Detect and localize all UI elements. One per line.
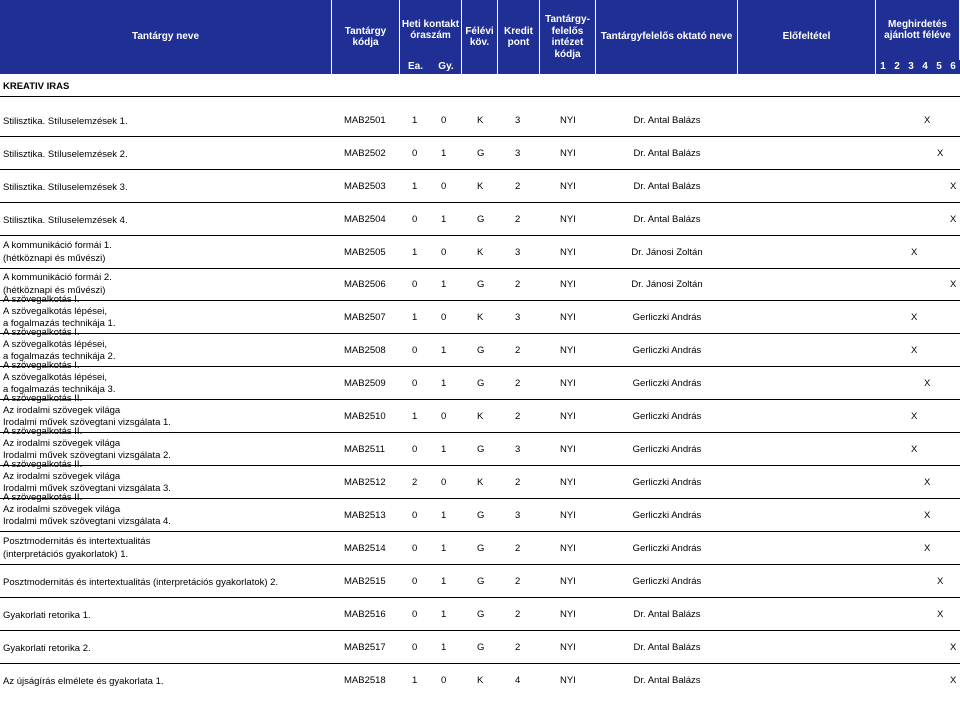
course-ea: 0	[412, 149, 418, 159]
course-code: MAB2516	[344, 610, 386, 620]
header-hours: Heti kontakt óraszám	[400, 0, 462, 60]
course-gy: 1	[441, 610, 447, 620]
course-ea: 1	[412, 412, 418, 422]
course-teacher: Gerliczki András	[632, 544, 702, 554]
course-credit: 2	[515, 182, 521, 192]
course-inst: NYI	[560, 445, 576, 455]
header-prereq: Előfeltétel	[738, 0, 876, 74]
course-semester-mark: X	[950, 676, 957, 686]
course-gy: 1	[441, 643, 447, 653]
header-sem-3: 3	[904, 60, 918, 74]
course-gy: 0	[441, 478, 447, 488]
row-divider	[0, 136, 960, 137]
course-semester-mark: X	[911, 445, 918, 455]
course-inst: NYI	[560, 313, 576, 323]
course-gy: 0	[441, 116, 447, 126]
course-name: A szövegalkotás II. Az irodalmi szövegek világa Irodalmi művek szövegtani vizsgálata 3.	[3, 459, 171, 494]
course-code: MAB2510	[344, 412, 386, 422]
course-name: A szövegalkotás I. A szövegalkotás lépései, a fogalmazás technikája 2.	[3, 327, 116, 362]
course-inst: NYI	[560, 182, 576, 192]
course-eval: G	[477, 149, 485, 159]
course-name: A szövegalkotás II. Az irodalmi szövegek világa Irodalmi művek szövegtani vizsgálata 4.	[3, 492, 171, 527]
section-title: KREATÍV ÍRÁS	[3, 82, 70, 92]
course-code: MAB2512	[344, 478, 386, 488]
course-name: Stilisztika. Stíluselemzések 4.	[3, 215, 128, 226]
course-ea: 0	[412, 577, 418, 587]
course-eval: G	[477, 379, 485, 389]
course-gy: 0	[441, 313, 447, 323]
course-teacher: Dr. Antal Balázs	[633, 643, 701, 653]
course-ea: 1	[412, 248, 418, 258]
course-inst: NYI	[560, 149, 576, 159]
course-code: MAB2503	[344, 182, 386, 192]
course-credit: 2	[515, 610, 521, 620]
course-eval: G	[477, 577, 485, 587]
course-teacher: Gerliczki András	[632, 346, 702, 356]
header-sem-2: 2	[890, 60, 904, 74]
course-ea: 0	[412, 544, 418, 554]
course-inst: NYI	[560, 478, 576, 488]
course-semester-mark: X	[950, 643, 957, 653]
course-credit: 3	[515, 445, 521, 455]
row-divider	[0, 597, 960, 598]
course-name: Gyakorlati retorika 1.	[3, 610, 91, 621]
course-code: MAB2506	[344, 280, 386, 290]
course-credit: 2	[515, 379, 521, 389]
course-eval: G	[477, 544, 485, 554]
course-name: Stilisztika. Stíluselemzések 2.	[3, 149, 128, 160]
course-name: A szövegalkotás II. Az irodalmi szövegek világa Irodalmi művek szövegtani vizsgálata 1.	[3, 393, 171, 428]
course-ea: 0	[412, 511, 418, 521]
header-eval: Félévi köv.	[462, 0, 498, 74]
course-teacher: Dr. Antal Balázs	[633, 676, 701, 686]
course-code: MAB2511	[344, 445, 386, 455]
course-gy: 0	[441, 248, 447, 258]
course-semester-mark: X	[924, 116, 931, 126]
course-teacher: Dr. Antal Balázs	[633, 116, 701, 126]
course-code: MAB2517	[344, 643, 386, 653]
course-eval: K	[477, 182, 484, 192]
course-gy: 1	[441, 445, 447, 455]
course-inst: NYI	[560, 544, 576, 554]
course-teacher: Dr. Jánosi Zoltán	[631, 280, 703, 290]
row-divider	[0, 202, 960, 203]
course-inst: NYI	[560, 116, 576, 126]
course-eval: G	[477, 280, 485, 290]
course-semester-mark: X	[937, 577, 944, 587]
row-divider	[0, 630, 960, 631]
course-teacher: Gerliczki András	[632, 511, 702, 521]
header-hours-gy: Gy.	[431, 60, 462, 74]
course-inst: NYI	[560, 280, 576, 290]
course-code: MAB2507	[344, 313, 386, 323]
course-eval: G	[477, 215, 485, 225]
course-code: MAB2515	[344, 577, 386, 587]
course-credit: 2	[515, 544, 521, 554]
header-code: Tantárgy kódja	[332, 0, 400, 74]
row-divider	[0, 564, 960, 565]
course-name: A szövegalkotás I. A szövegalkotás lépései, a fogalmazás technikája 1.	[3, 294, 116, 329]
course-code: MAB2505	[344, 248, 386, 258]
course-gy: 1	[441, 379, 447, 389]
course-ea: 0	[412, 445, 418, 455]
course-teacher: Dr. Antal Balázs	[633, 215, 701, 225]
row-divider	[0, 235, 960, 236]
course-name: A szövegalkotás II. Az irodalmi szövegek világa Irodalmi művek szövegtani vizsgálata 2.	[3, 426, 171, 461]
course-inst: NYI	[560, 511, 576, 521]
header-sem-5: 5	[932, 60, 946, 74]
header-teacher: Tantárgyfelelős oktató neve	[596, 0, 738, 74]
course-credit: 2	[515, 643, 521, 653]
course-gy: 1	[441, 149, 447, 159]
course-eval: K	[477, 676, 484, 686]
course-code: MAB2509	[344, 379, 386, 389]
course-teacher: Gerliczki András	[632, 445, 702, 455]
course-teacher: Dr. Antal Balázs	[633, 149, 701, 159]
course-gy: 0	[441, 676, 447, 686]
header-name: Tantárgy neve	[0, 0, 332, 74]
course-teacher: Gerliczki András	[632, 412, 702, 422]
course-teacher: Dr. Jánosi Zoltán	[631, 248, 703, 258]
course-teacher: Gerliczki András	[632, 379, 702, 389]
course-code: MAB2508	[344, 346, 386, 356]
course-gy: 1	[441, 346, 447, 356]
course-name: A kommunikáció formái 1. (hétköznapi és művészi)	[3, 240, 112, 264]
course-teacher: Dr. Antal Balázs	[633, 610, 701, 620]
course-ea: 0	[412, 346, 418, 356]
course-credit: 2	[515, 478, 521, 488]
course-eval: G	[477, 511, 485, 521]
course-name: Posztmodernitás és intertextualitás (interpretációs gyakorlatok) 1.	[3, 536, 151, 560]
header-hours-ea: Ea.	[400, 60, 431, 74]
course-ea: 2	[412, 478, 418, 488]
course-inst: NYI	[560, 610, 576, 620]
course-gy: 1	[441, 577, 447, 587]
course-semester-mark: X	[911, 412, 918, 422]
course-name: Stilisztika. Stíluselemzések 1.	[3, 116, 128, 127]
header-institute: Tantárgy-felelős intézet kódja	[540, 0, 596, 74]
header-sem-6: 6	[946, 60, 960, 74]
course-code: MAB2514	[344, 544, 386, 554]
header-sem-4: 4	[918, 60, 932, 74]
course-ea: 1	[412, 313, 418, 323]
row-divider	[0, 96, 960, 97]
course-semester-mark: X	[911, 313, 918, 323]
course-inst: NYI	[560, 346, 576, 356]
course-name: Gyakorlati retorika 2.	[3, 643, 91, 654]
course-credit: 3	[515, 116, 521, 126]
course-semester-mark: X	[911, 346, 918, 356]
course-ea: 0	[412, 280, 418, 290]
course-eval: G	[477, 346, 485, 356]
course-ea: 0	[412, 643, 418, 653]
course-inst: NYI	[560, 577, 576, 587]
course-inst: NYI	[560, 412, 576, 422]
course-semester-mark: X	[937, 610, 944, 620]
course-gy: 1	[441, 511, 447, 521]
course-name: Posztmodernitás és intertextualitás (interpretációs gyakorlatok) 2.	[3, 577, 279, 588]
course-ea: 0	[412, 379, 418, 389]
course-credit: 2	[515, 412, 521, 422]
course-eval: K	[477, 248, 484, 258]
course-gy: 1	[441, 544, 447, 554]
course-credit: 3	[515, 149, 521, 159]
course-name: A kommunikáció formái 2. (hétköznapi és művészi)	[3, 272, 112, 296]
course-inst: NYI	[560, 248, 576, 258]
course-semester-mark: X	[911, 248, 918, 258]
course-code: MAB2502	[344, 149, 386, 159]
course-inst: NYI	[560, 379, 576, 389]
course-semester-mark: X	[924, 379, 931, 389]
course-semester-mark: X	[924, 478, 931, 488]
course-eval: G	[477, 610, 485, 620]
course-inst: NYI	[560, 643, 576, 653]
course-gy: 1	[441, 280, 447, 290]
course-semester-mark: X	[937, 149, 944, 159]
course-ea: 1	[412, 182, 418, 192]
course-inst: NYI	[560, 215, 576, 225]
course-code: MAB2513	[344, 511, 386, 521]
course-credit: 2	[515, 280, 521, 290]
course-teacher: Gerliczki András	[632, 313, 702, 323]
header-semester: Meghirdetés ajánlott féléve	[876, 0, 960, 60]
course-credit: 4	[515, 676, 521, 686]
course-semester-mark: X	[950, 182, 957, 192]
course-ea: 0	[412, 610, 418, 620]
course-eval: K	[477, 412, 484, 422]
course-eval: K	[477, 116, 484, 126]
course-teacher: Gerliczki András	[632, 577, 702, 587]
header-credit: Kredit pont	[498, 0, 540, 74]
course-teacher: Gerliczki András	[632, 478, 702, 488]
course-credit: 3	[515, 313, 521, 323]
course-credit: 3	[515, 248, 521, 258]
course-code: MAB2504	[344, 215, 386, 225]
course-teacher: Dr. Antal Balázs	[633, 182, 701, 192]
course-gy: 0	[441, 412, 447, 422]
row-divider	[0, 531, 960, 532]
course-name: Stilisztika. Stíluselemzések 3.	[3, 182, 128, 193]
course-ea: 1	[412, 116, 418, 126]
course-credit: 2	[515, 346, 521, 356]
course-semester-mark: X	[950, 280, 957, 290]
header-sem-1: 1	[876, 60, 890, 74]
course-gy: 1	[441, 215, 447, 225]
course-eval: K	[477, 313, 484, 323]
course-eval: G	[477, 643, 485, 653]
course-ea: 0	[412, 215, 418, 225]
course-credit: 3	[515, 511, 521, 521]
course-semester-mark: X	[924, 511, 931, 521]
course-inst: NYI	[560, 676, 576, 686]
course-semester-mark: X	[924, 544, 931, 554]
course-credit: 2	[515, 577, 521, 587]
course-name: A szövegalkotás I. A szövegalkotás lépései, a fogalmazás technikája 3.	[3, 360, 116, 395]
course-gy: 0	[441, 182, 447, 192]
course-eval: G	[477, 445, 485, 455]
course-credit: 2	[515, 215, 521, 225]
course-eval: K	[477, 478, 484, 488]
course-code: MAB2501	[344, 116, 386, 126]
course-name: Az újságírás elmélete és gyakorlata 1.	[3, 676, 164, 687]
course-semester-mark: X	[950, 215, 957, 225]
course-ea: 1	[412, 676, 418, 686]
course-code: MAB2518	[344, 676, 386, 686]
row-divider	[0, 663, 960, 664]
row-divider	[0, 169, 960, 170]
row-divider	[0, 268, 960, 269]
